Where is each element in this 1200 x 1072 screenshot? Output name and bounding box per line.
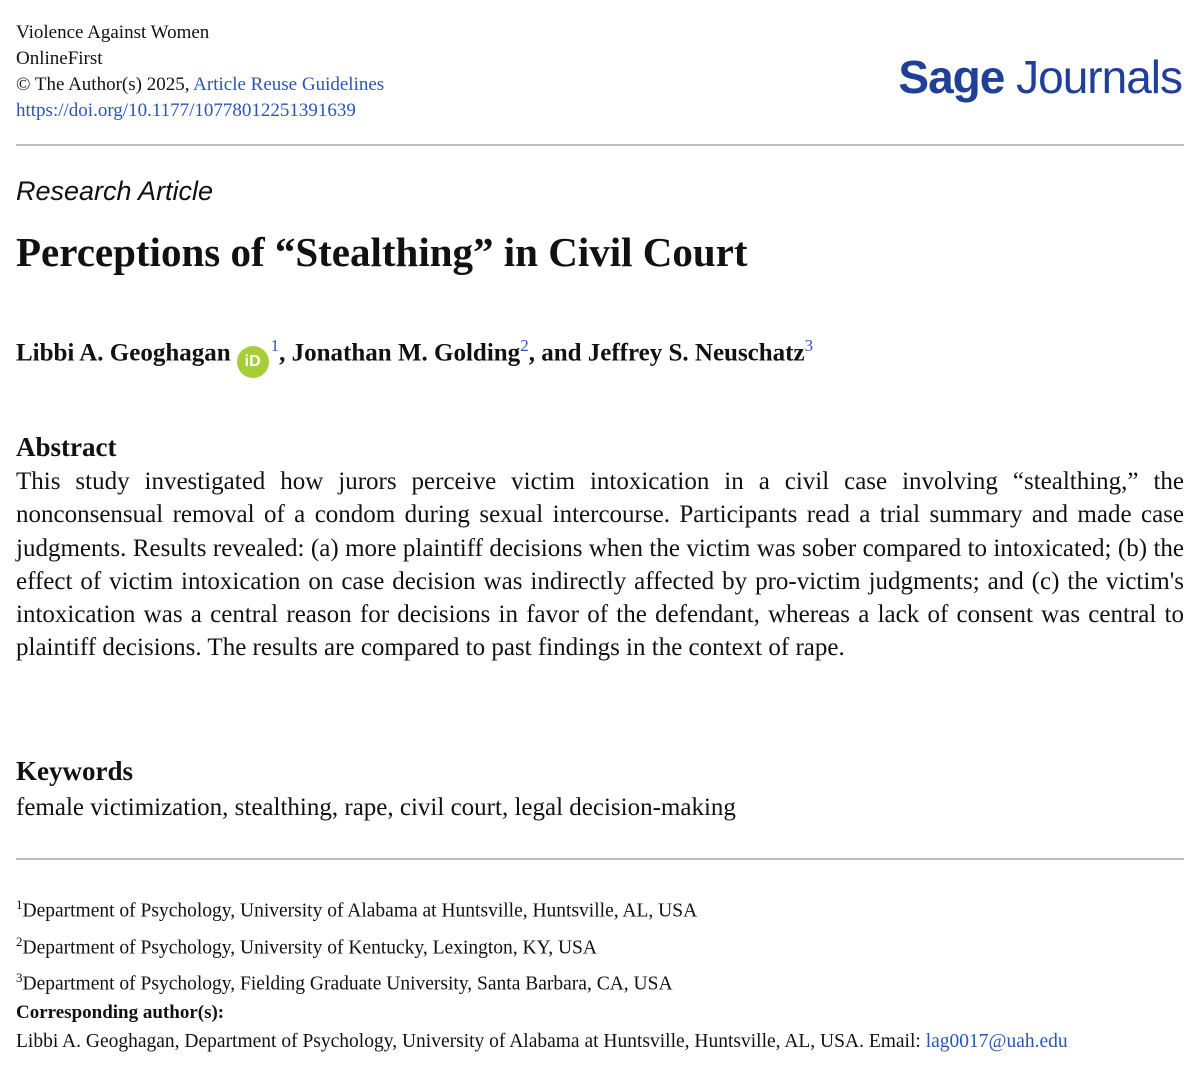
author-list <box>16 336 813 378</box>
affiliation-number: 3 <box>16 970 23 985</box>
doi-link[interactable]: https://doi.org/10.1177/10778012251391639 <box>16 100 356 121</box>
abstract-heading: Abstract <box>16 432 117 462</box>
corresponding-heading: Corresponding author(s): <box>16 1002 225 1023</box>
email-link[interactable]: lag0017@uah.edu <box>925 1031 1068 1052</box>
corresponding-author <box>16 1031 1068 1053</box>
author-affiliation-ref[interactable]: 3 <box>804 336 814 355</box>
affiliation-item <box>16 890 697 927</box>
affiliation-item <box>16 927 697 964</box>
affiliation-text: Department of Psychology, University of Alabama at Huntsville, Huntsville, AL, USA <box>22 900 698 922</box>
journal-meta <box>16 20 384 124</box>
sage-journals-logo <box>898 50 1182 104</box>
reuse-guidelines-link[interactable]: Article Reuse Guidelines <box>193 74 385 95</box>
author-name: Jonathan M. Golding <box>291 339 521 367</box>
orcid-icon[interactable]: iD <box>237 346 269 378</box>
copyright-line <box>16 72 384 98</box>
abstract-text: This study investigated how jurors perceive victim intoxication in a civil case involving “stealthing,” the nonconsensual removal of a condom during sexual intercourse. Participants read a trial summary and made case judgments. Results revealed: (a) more plaintiff decisions when the victim was sober compared to intoxicated; (b) the effect of victim intoxication on case decision was indirectly affected by pro-victim judgments; and (c) the victim's intoxication was a central reason for decisions in favor of the defendant, whereas a lack of consent was central to plaintiff decisions. The results are compared to past findings in the context of rape. <box>16 468 1184 662</box>
copyright-text: © The Author(s) 2025, <box>16 74 190 95</box>
affiliation-number: 1 <box>16 897 23 912</box>
author-name: Libbi A. Geoghagan <box>16 339 231 367</box>
affiliation-text: Department of Psychology, University of Kentucky, Lexington, KY, USA <box>22 937 597 958</box>
affiliation-item <box>16 963 697 1000</box>
affiliations <box>16 890 697 1000</box>
header-divider <box>16 144 1184 146</box>
affiliation-number: 2 <box>16 933 23 949</box>
publication-status: OnlineFirst <box>16 48 103 69</box>
keywords-heading: Keywords <box>16 756 133 786</box>
corresponding-text: Libbi A. Geoghagan, Department of Psychology, University of Alabama at Huntsville, Huntsville, AL, USA. Email: <box>16 1031 921 1052</box>
keywords-text: female victimization, stealthing, rape, civil court, legal decision-making <box>16 794 736 821</box>
article-type: Research Article <box>16 176 214 206</box>
author-separator: , and <box>528 339 582 367</box>
author-separator: , <box>279 339 286 367</box>
journal-name: Violence Against Women <box>16 22 210 43</box>
affiliations-divider <box>16 858 1184 860</box>
affiliation-text: Department of Psychology, Fielding Graduate University, Santa Barbara, CA, USA <box>22 973 673 995</box>
article-title: Perceptions of “Stealthing” in Civil Court <box>16 229 748 275</box>
brand-journals: Journals <box>1016 51 1182 103</box>
brand-sage: Sage <box>898 51 1005 103</box>
author-name: Jeffrey S. Neuschatz <box>587 339 805 367</box>
author-affiliation-ref[interactable]: 1 <box>270 336 280 355</box>
author-affiliation-ref[interactable]: 2 <box>520 336 529 355</box>
